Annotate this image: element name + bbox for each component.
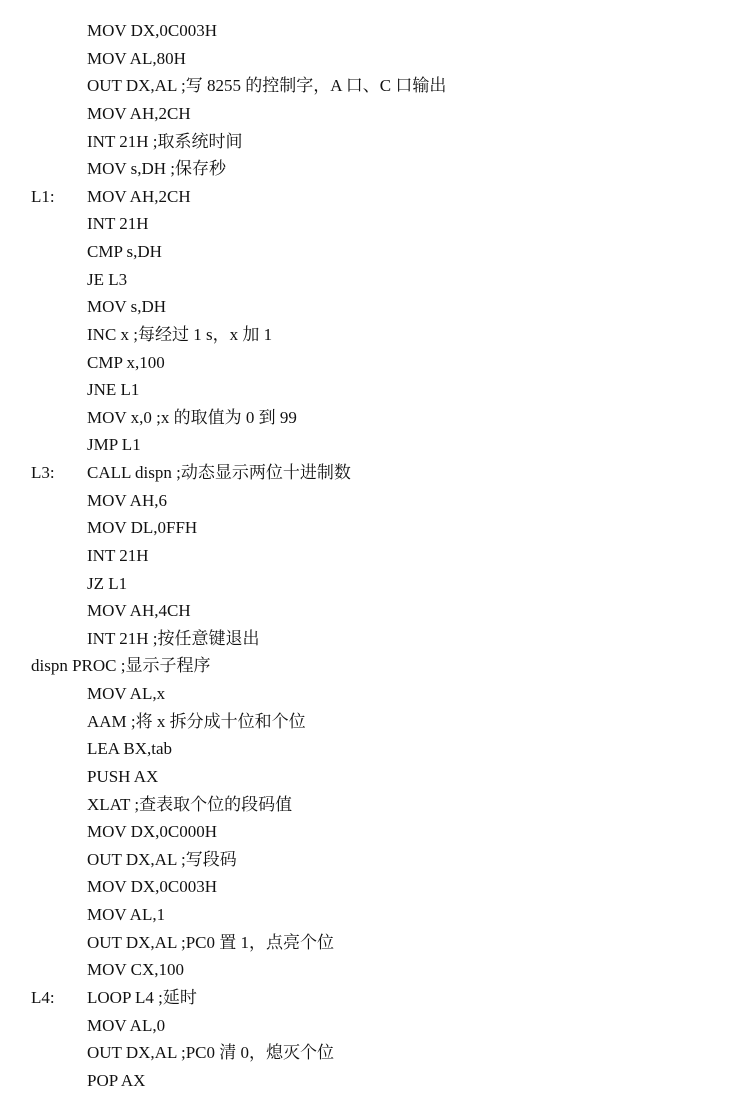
line-statement: MOV s,DH <box>87 297 167 317</box>
code-line <box>0 597 733 625</box>
code-line <box>0 72 733 100</box>
line-statement: MOV AL,80H <box>87 48 186 68</box>
code-line <box>0 1012 733 1040</box>
line-statement: OUT DX,AL ;PC0 置 1，点亮个位 <box>87 932 334 952</box>
line-statement: INC x ;每经过 1 s，x 加 1 <box>87 324 273 344</box>
line-statement: MOV AL,x <box>87 684 166 703</box>
code-line <box>0 45 733 73</box>
line-statement: INT 21H ;按任意键退出 <box>87 628 260 648</box>
code-line <box>0 17 733 45</box>
line-statement: CMP x,100 <box>87 352 165 372</box>
line-statement: JE L3 <box>87 269 128 289</box>
code-line <box>0 100 733 128</box>
line-statement: JNE L1 <box>87 380 140 400</box>
code-line <box>0 128 733 156</box>
line-statement: OUT DX,AL ;写段码 <box>87 849 237 869</box>
line-statement: MOV AL,1 <box>87 905 166 924</box>
code-line <box>0 293 733 321</box>
code-line <box>0 404 733 432</box>
line-statement: XLAT ;查表取个位的段码值 <box>87 794 293 814</box>
code-line <box>0 210 733 238</box>
line-statement: INT 21H ;取系统时间 <box>87 131 243 151</box>
code-line <box>0 625 733 653</box>
code-line <box>0 266 733 294</box>
line-statement: MOV AH,4CH <box>87 601 191 621</box>
line-statement: JZ L1 <box>87 573 128 593</box>
line-label: L4: <box>31 987 55 1007</box>
code-line <box>0 570 733 598</box>
code-line <box>0 183 733 211</box>
line-statement: LOOP L4 ;延时 <box>87 987 197 1007</box>
code-line <box>0 542 733 570</box>
line-statement: MOV AH,2CH <box>87 103 191 123</box>
line-statement: MOV CX,100 <box>87 960 184 980</box>
line-label: L1: <box>31 186 55 206</box>
line-statement: MOV x,0 ;x 的取值为 0 到 99 <box>87 407 297 427</box>
code-line <box>0 763 733 791</box>
code-line <box>0 487 733 515</box>
code-line <box>0 155 733 183</box>
code-line <box>0 680 733 708</box>
line-statement: OUT DX,AL ;PC0 清 0，熄灭个位 <box>87 1043 334 1063</box>
code-line <box>0 652 733 680</box>
line-statement: INT 21H <box>87 545 149 565</box>
code-line <box>0 321 733 349</box>
line-statement: OUT DX,AL ;写 8255 的控制字，A 口、C 口输出 <box>87 76 447 96</box>
line-statement: MOV DX,0C003H <box>87 877 218 897</box>
line-statement: LEA BX,tab <box>87 739 172 759</box>
line-statement: AAM ;将 x 拆分成十位和个位 <box>87 711 306 731</box>
code-line <box>0 791 733 819</box>
code-line <box>0 735 733 763</box>
code-line <box>0 929 733 957</box>
line-statement: MOV DX,0C003H <box>87 21 218 40</box>
code-line <box>0 238 733 266</box>
assembly-code-listing <box>0 17 733 1094</box>
line-statement: MOV AH,6 <box>87 490 167 510</box>
code-line <box>0 846 733 874</box>
code-line <box>0 708 733 736</box>
code-line <box>0 431 733 459</box>
line-statement: MOV DX,0C000H <box>87 822 218 842</box>
line-statement: INT 21H <box>87 214 149 234</box>
line-statement: CMP s,DH <box>87 242 162 261</box>
code-line <box>0 1039 733 1067</box>
line-statement: PUSH AX <box>87 766 159 786</box>
line-statement: MOV AL,0 <box>87 1015 166 1035</box>
code-line <box>0 459 733 487</box>
line-statement: MOV DL,0FFH <box>87 518 198 538</box>
code-line <box>0 514 733 542</box>
code-line <box>0 376 733 404</box>
code-line <box>0 901 733 929</box>
line-statement: CALL dispn ;动态显示两位十进制数 <box>87 463 351 482</box>
code-line <box>0 984 733 1012</box>
line-statement: dispn PROC ;显示子程序 <box>31 656 211 676</box>
line-statement: POP AX <box>87 1070 146 1090</box>
code-line <box>0 349 733 377</box>
code-line <box>0 818 733 846</box>
code-line <box>0 1067 733 1095</box>
line-label: L3: <box>31 463 55 482</box>
line-statement: JMP L1 <box>87 435 141 455</box>
line-statement: MOV s,DH ;保存秒 <box>87 159 227 179</box>
code-line <box>0 956 733 984</box>
code-line <box>0 873 733 901</box>
line-statement: MOV AH,2CH <box>87 186 191 206</box>
